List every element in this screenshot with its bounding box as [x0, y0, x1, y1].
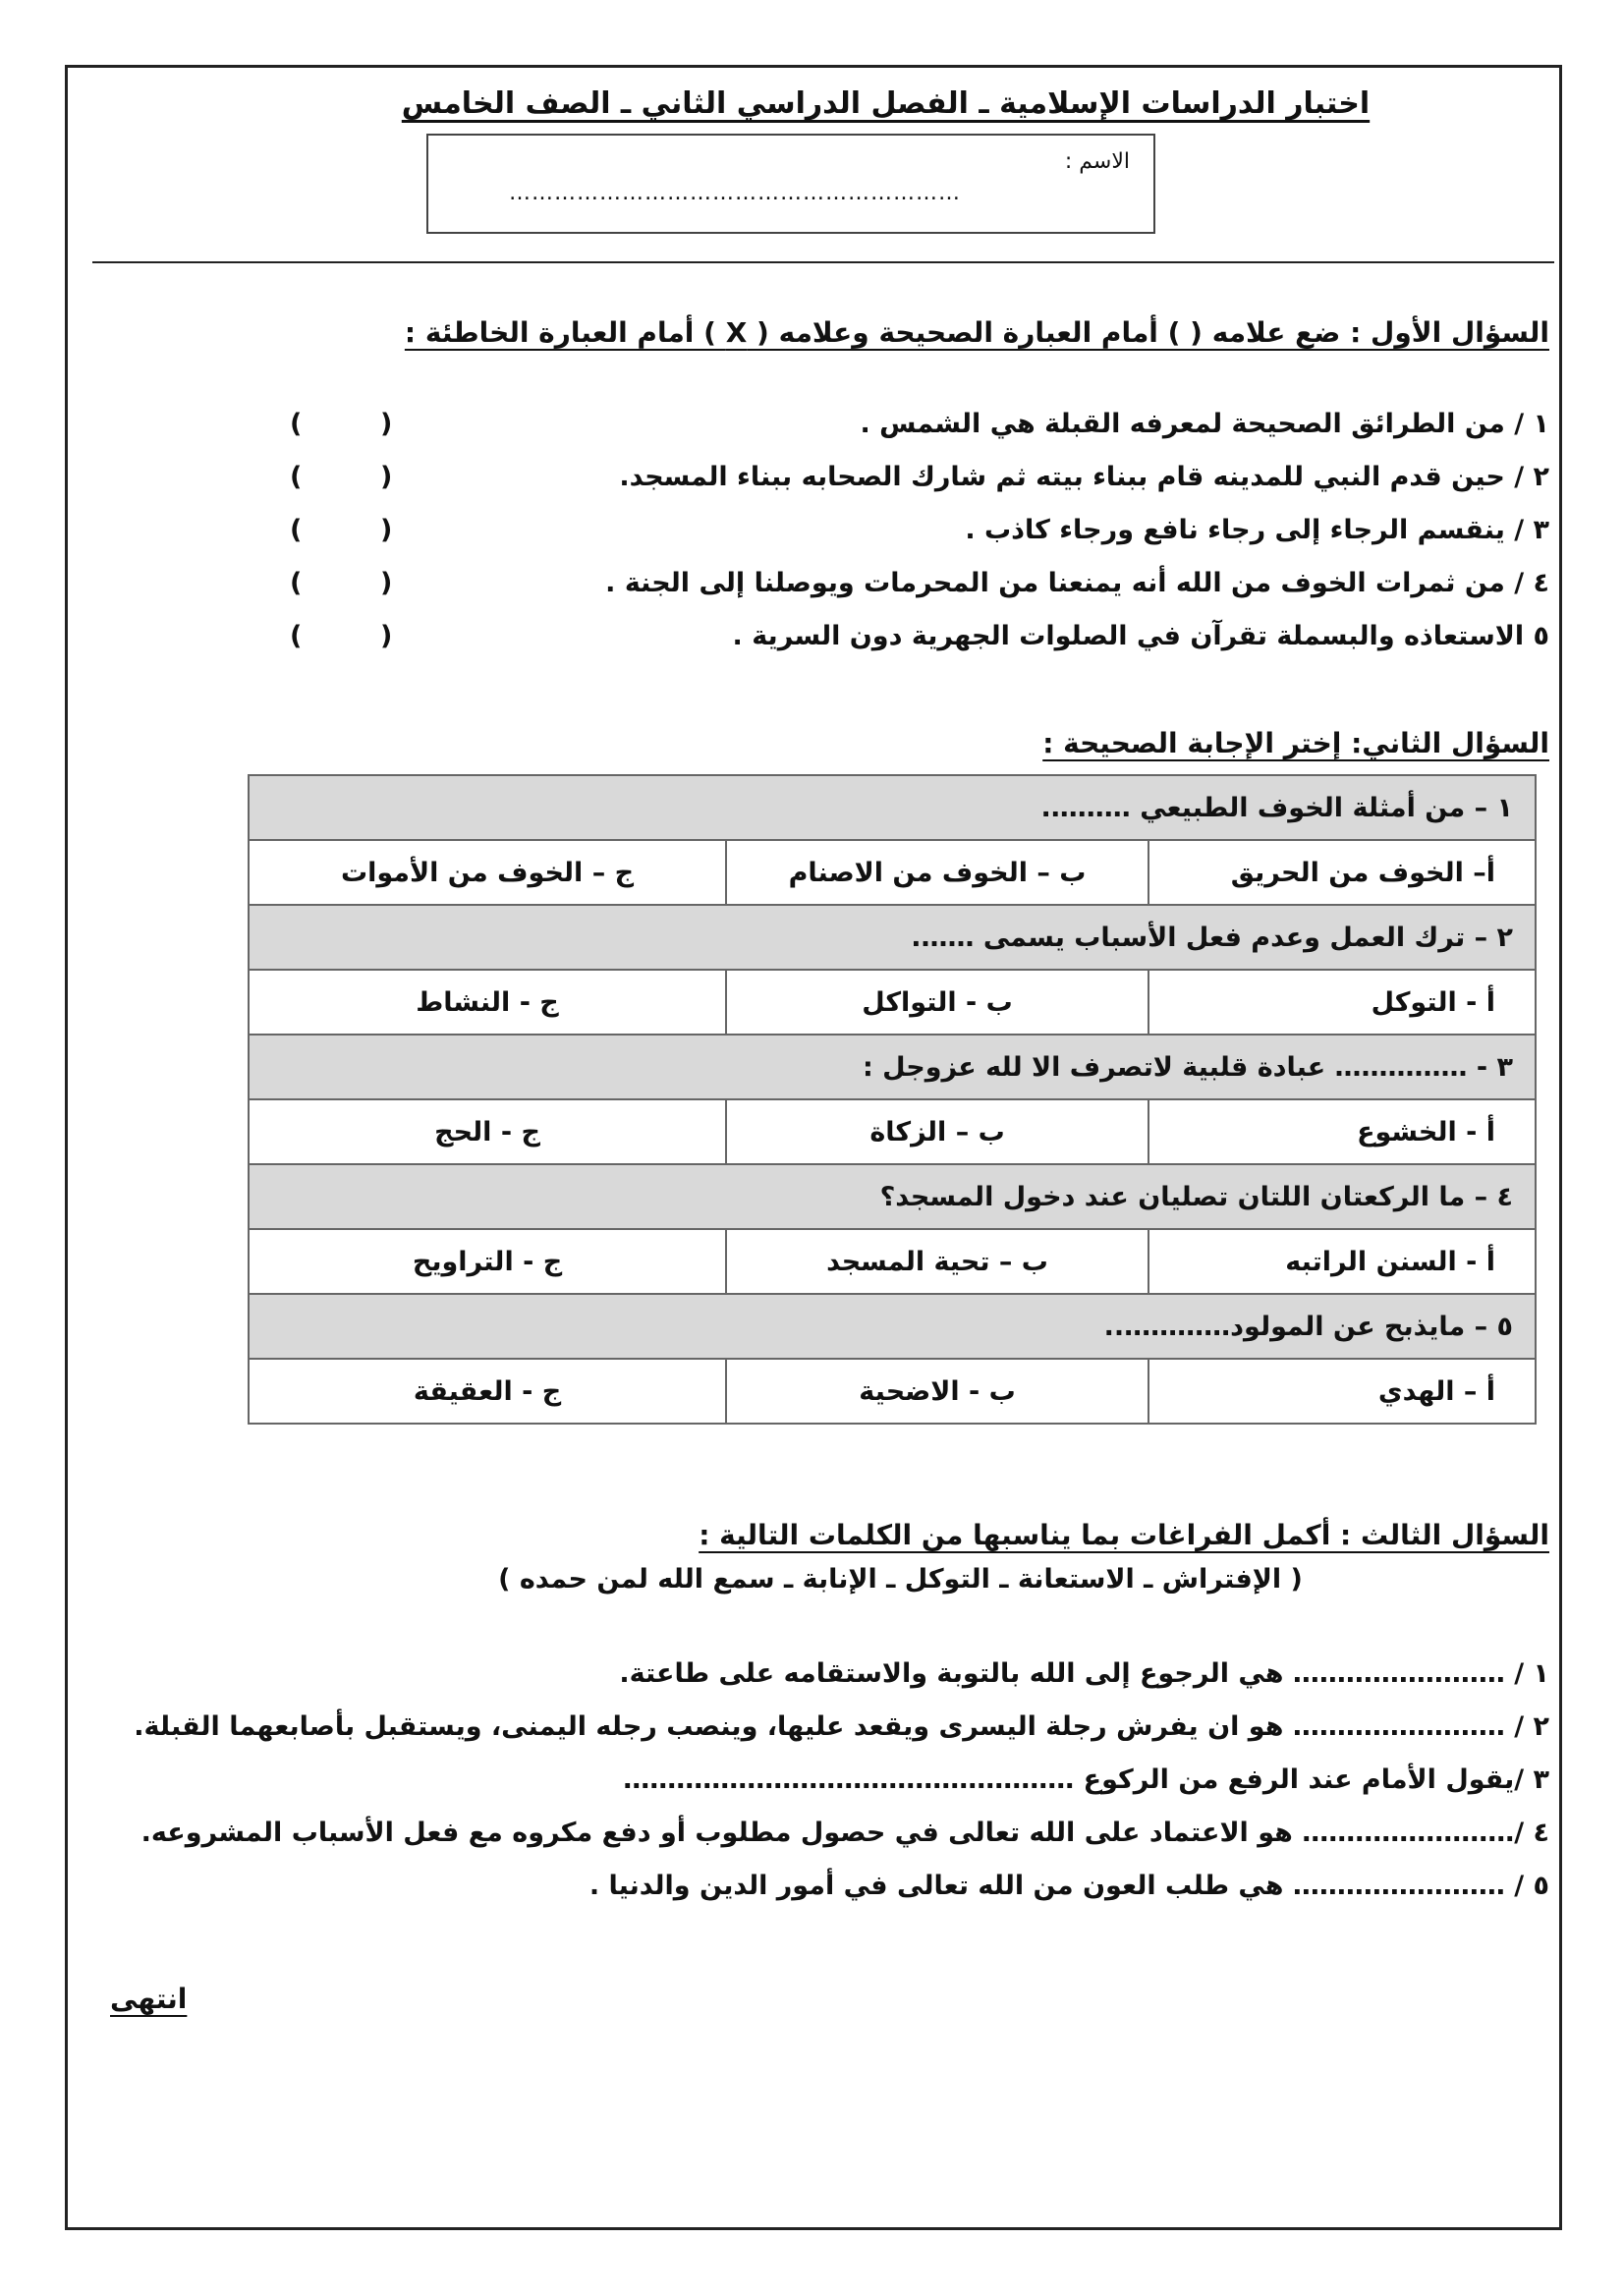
name-blank[interactable]: ……………………………………………………	[509, 181, 961, 205]
q3-list	[134, 1658, 1549, 1924]
mc-question-row	[249, 905, 1536, 970]
option-c[interactable]: ج - الحج	[249, 1099, 726, 1164]
q3-item[interactable]: ٥ / …………………… هي طلب العون من الله تعالى في أمور الدين والدنيا .	[588, 1871, 1549, 1901]
answer-paren-close[interactable]: )	[290, 515, 303, 545]
option-c[interactable]: ج - التراويح	[249, 1229, 726, 1294]
q1-item	[76, 462, 1549, 515]
answer-paren-close[interactable]: )	[290, 409, 303, 439]
mc-question: ٣ - …………… عبادة قلبية لاتصرف الا لله عزوجل :	[249, 1035, 1536, 1099]
mc-options-row	[249, 970, 1536, 1035]
answer-paren-open[interactable]: (	[380, 568, 393, 598]
end-label: انتهى	[110, 1983, 188, 2015]
option-b[interactable]: ب – تحية المسجد	[726, 1229, 1148, 1294]
q1-statement: ٥ الاستعاذه والبسملة تقرآن في الصلوات الجهرية دون السرية .	[732, 621, 1549, 651]
option-b[interactable]: ب – الزكاة	[726, 1099, 1148, 1164]
q1-list	[76, 409, 1549, 674]
option-a[interactable]: أ– الخوف من الحريق	[1148, 840, 1536, 905]
q1-statement: ١ / من الطرائق الصحيحة لمعرفه القبلة هي الشمس .	[860, 409, 1549, 439]
option-c[interactable]: ج – الخوف من الأموات	[249, 840, 726, 905]
answer-paren-close[interactable]: )	[290, 568, 303, 598]
answer-paren-open[interactable]: (	[380, 462, 393, 492]
option-a[interactable]: أ - الخشوع	[1148, 1099, 1536, 1164]
option-b[interactable]: ب – الخوف من الاصنام	[726, 840, 1148, 905]
q1-item	[76, 568, 1549, 621]
mc-question-row	[249, 1035, 1536, 1099]
mc-question-row	[249, 1294, 1536, 1359]
q3-item[interactable]: ٣ /يقول الأمام عند الرفع من الركوع ……………………………………………	[623, 1764, 1549, 1795]
q1-item	[76, 409, 1549, 462]
option-a[interactable]: أ - التوكل	[1148, 970, 1536, 1035]
option-b[interactable]: ب - التواكل	[726, 970, 1148, 1035]
answer-paren-open[interactable]: (	[380, 409, 393, 439]
option-c[interactable]: ج - العقيقة	[249, 1359, 726, 1424]
q3-item[interactable]: ٤ /…………………… هو الاعتماد على الله تعالى في حصول مطلوب أو دفع مكروه مع فعل الأسباب المشروعه.	[140, 1818, 1549, 1848]
q1-item	[76, 621, 1549, 674]
mc-question-row	[249, 1164, 1536, 1229]
mc-table	[248, 774, 1537, 1425]
mc-options-row	[249, 1359, 1536, 1424]
mc-question: ٥ – مايذبح عن المولود…………..	[249, 1294, 1536, 1359]
answer-paren-close[interactable]: )	[290, 462, 303, 492]
mc-question: ١ – من أمثلة الخوف الطبيعي ……….	[249, 775, 1536, 840]
name-label: الاسم :	[1064, 149, 1130, 174]
q3-item[interactable]: ٢ / …………………… هو ان يفرش رجلة اليسرى ويقعد عليها، وينصب رجله اليمنى، ويستقبل بأصابعهما القبلة.	[134, 1711, 1549, 1742]
q1-item	[76, 515, 1549, 568]
mc-options-row	[249, 1229, 1536, 1294]
header-divider	[92, 261, 1554, 263]
q1-heading: السؤال الأول : ضع علامه ( ) أمام العبارة الصحيحة وعلامه ( X ) أمام العبارة الخاطئة :	[404, 316, 1549, 349]
mc-options-row	[249, 1099, 1536, 1164]
q1-statement: ٣ / ينقسم الرجاء إلى رجاء نافع ورجاء كاذب .	[965, 515, 1549, 545]
answer-paren-close[interactable]: )	[290, 621, 303, 651]
mc-question-row	[249, 775, 1536, 840]
student-name-box[interactable]	[426, 134, 1155, 234]
q2-heading: السؤال الثاني: إختر الإجابة الصحيحة :	[1042, 727, 1549, 759]
option-a[interactable]: أ – الهدي	[1148, 1359, 1536, 1424]
option-c[interactable]: ج - النشاط	[249, 970, 726, 1035]
q3-heading: السؤال الثالث : أكمل الفراغات بما يناسبها من الكلمات التالية :	[699, 1519, 1549, 1551]
q1-statement: ٤ / من ثمرات الخوف من الله أنه يمنعنا من المحرمات ويوصلنا إلى الجنة .	[605, 568, 1549, 598]
answer-paren-open[interactable]: (	[380, 515, 393, 545]
q3-item[interactable]: ١ / …………………… هي الرجوع إلى الله بالتوبة والاستقامه على طاعتة.	[619, 1658, 1549, 1689]
word-bank: ( الإفتراش ـ الاستعانة ـ التوكل ـ الإنابة ـ سمع الله لمن حمده )	[498, 1564, 1303, 1595]
mc-question: ٤ – ما الركعتان اللتان تصليان عند دخول المسجد؟	[249, 1164, 1536, 1229]
exam-title: اختبار الدراسات الإسلامية ـ الفصل الدراسي الثاني ـ الصف الخامس	[401, 86, 1371, 121]
mc-options-row	[249, 840, 1536, 905]
answer-paren-open[interactable]: (	[380, 621, 393, 651]
mc-question: ٢ – ترك العمل وعدم فعل الأسباب يسمى …….	[249, 905, 1536, 970]
option-a[interactable]: أ - السنن الراتبه	[1148, 1229, 1536, 1294]
q1-statement: ٢ / حين قدم النبي للمدينه قام ببناء بيته ثم شارك الصحابه ببناء المسجد.	[619, 462, 1549, 492]
option-b[interactable]: ب - الاضحية	[726, 1359, 1148, 1424]
